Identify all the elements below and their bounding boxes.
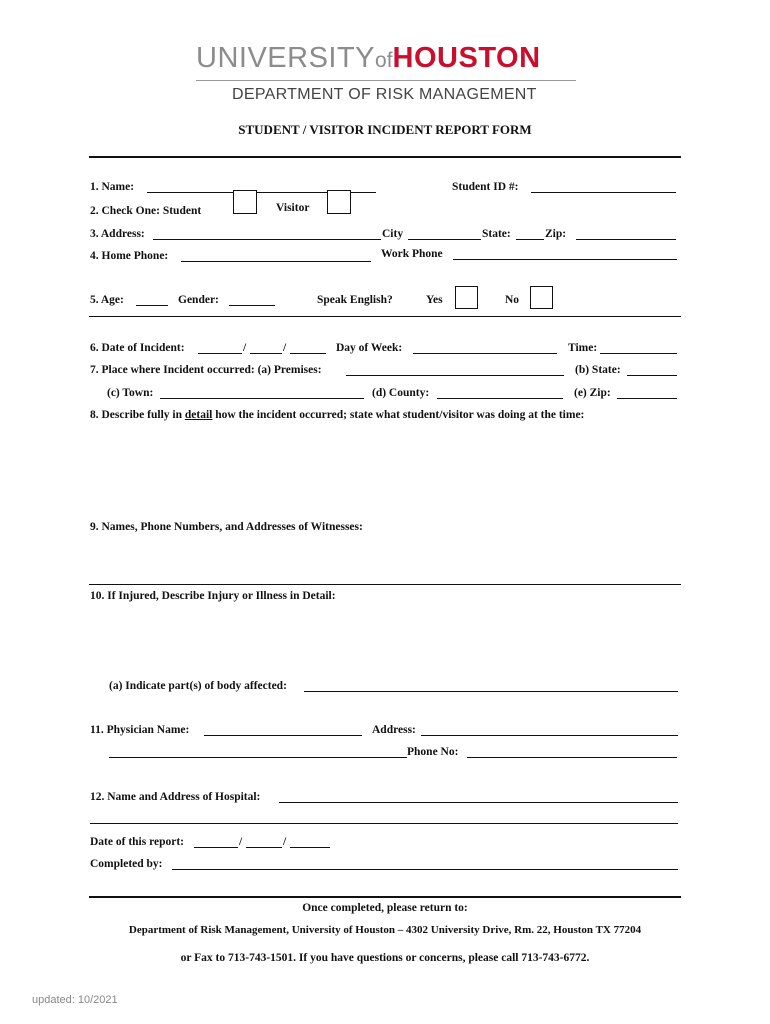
- e-zip-field[interactable]: [617, 384, 677, 399]
- no-label: No: [505, 294, 520, 306]
- return-note: Once completed, please return to:: [302, 902, 468, 914]
- c-town-label: (c) Town:: [107, 387, 154, 399]
- b-state-field[interactable]: [627, 361, 677, 376]
- work-phone-field[interactable]: [453, 245, 677, 260]
- day-of-week-field[interactable]: [413, 339, 557, 354]
- phone-no-label: Phone No:: [407, 746, 459, 758]
- state-field[interactable]: [516, 225, 544, 240]
- report-year-field[interactable]: [290, 833, 330, 848]
- time-field[interactable]: [600, 339, 677, 354]
- work-phone-label: Work Phone: [381, 248, 443, 260]
- premises-field[interactable]: [346, 361, 564, 376]
- date-report-label: Date of this report:: [90, 836, 184, 848]
- gender-label: Gender:: [178, 294, 219, 306]
- date-slash: /: [243, 342, 247, 354]
- date-slash: /: [283, 342, 287, 354]
- d-county-label: (d) County:: [372, 387, 430, 399]
- report-month-field[interactable]: [194, 833, 238, 848]
- incident-year-field[interactable]: [290, 339, 326, 354]
- place-premises-label: 7. Place where Incident occurred: (a) Premises:: [90, 364, 322, 376]
- form-title: STUDENT / VISITOR INCIDENT REPORT FORM: [238, 122, 532, 137]
- physician-address-line2[interactable]: [109, 743, 407, 758]
- incident-month-field[interactable]: [198, 339, 242, 354]
- zip-field[interactable]: [576, 225, 676, 240]
- logo-of-text: of: [375, 49, 393, 72]
- name-label: 1. Name:: [90, 181, 135, 193]
- describe-pre-text: 8. Describe fully in: [90, 409, 185, 421]
- city-field[interactable]: [408, 225, 481, 240]
- no-checkbox[interactable]: [530, 286, 553, 309]
- e-zip-label: (e) Zip:: [574, 387, 611, 399]
- footer-rule: [89, 896, 681, 898]
- hospital-label: 12. Name and Address of Hospital:: [90, 791, 261, 803]
- yes-label: Yes: [426, 294, 443, 306]
- town-field[interactable]: [160, 384, 364, 399]
- time-label: Time:: [568, 342, 598, 354]
- logo-houston-text: HOUSTON: [392, 42, 541, 74]
- injury-label: 10. If Injured, Describe Injury or Illness in Detail:: [90, 590, 336, 602]
- physician-field[interactable]: [204, 721, 362, 736]
- city-label: City: [382, 228, 404, 240]
- body-parts-label: (a) Indicate part(s) of body affected:: [109, 680, 287, 692]
- injury-area[interactable]: [90, 606, 678, 672]
- physician-address-field[interactable]: [421, 721, 678, 736]
- address-field[interactable]: [153, 225, 381, 240]
- logo-divider: [196, 80, 576, 81]
- incident-day-field[interactable]: [250, 339, 282, 354]
- zip-label: Zip:: [545, 228, 567, 240]
- describe-incident-area[interactable]: [90, 426, 678, 516]
- physician-label: 11. Physician Name:: [90, 724, 190, 736]
- body-parts-field[interactable]: [304, 677, 678, 692]
- student-id-label: Student ID #:: [452, 181, 519, 193]
- date-of-incident-label: 6. Date of Incident:: [90, 342, 185, 354]
- section-rule-2: [89, 584, 681, 585]
- describe-incident-label: [90, 408, 584, 422]
- check-one-label: 2. Check One: Student: [90, 205, 202, 217]
- hospital-field-line2[interactable]: [90, 809, 678, 824]
- gender-field[interactable]: [229, 291, 275, 306]
- describe-post-text: how the incident occurred; state what student/visitor was doing at the time:: [212, 409, 585, 421]
- phone-no-field[interactable]: [467, 743, 677, 758]
- speak-english-label: Speak English?: [317, 294, 393, 306]
- yes-checkbox[interactable]: [455, 286, 478, 309]
- home-phone-label: 4. Home Phone:: [90, 250, 169, 262]
- section-rule-1: [89, 316, 681, 317]
- completed-by-label: Completed by:: [90, 858, 163, 870]
- home-phone-field[interactable]: [181, 247, 371, 262]
- report-day-field[interactable]: [246, 833, 282, 848]
- describe-detail-text: detail: [184, 409, 213, 421]
- physician-address-label: Address:: [372, 724, 416, 736]
- logo-university-text: UNIVERSITY: [196, 42, 376, 74]
- state-label: State:: [482, 228, 511, 240]
- department-name: DEPARTMENT OF RISK MANAGEMENT: [232, 86, 537, 103]
- student-checkbox[interactable]: [233, 190, 257, 214]
- age-field[interactable]: [136, 291, 168, 306]
- hospital-field[interactable]: [279, 788, 678, 803]
- report-slash: /: [239, 836, 243, 848]
- day-of-week-label: Day of Week:: [336, 342, 403, 354]
- b-state-label: (b) State:: [575, 364, 621, 376]
- completed-by-field[interactable]: [172, 855, 678, 870]
- return-address: Department of Risk Management, University of Houston – 4302 University Drive, Rm. 22, Houston TX 77204: [128, 924, 642, 936]
- age-label: 5. Age:: [90, 294, 124, 306]
- contact-line: or Fax to 713-743-1501. If you have questions or concerns, please call 713-743-6772.: [180, 952, 590, 964]
- witnesses-label: 9. Names, Phone Numbers, and Addresses of Witnesses:: [90, 521, 363, 533]
- visitor-label: Visitor: [276, 202, 310, 214]
- visitor-checkbox[interactable]: [327, 190, 351, 214]
- title-rule: [89, 156, 681, 158]
- address-label: 3. Address:: [90, 228, 145, 240]
- county-field[interactable]: [437, 384, 563, 399]
- report-slash: /: [283, 836, 287, 848]
- updated-note: updated: 10/2021: [32, 994, 118, 1006]
- university-logo: [196, 42, 541, 75]
- student-id-field[interactable]: [531, 178, 676, 193]
- witnesses-area[interactable]: [90, 538, 678, 582]
